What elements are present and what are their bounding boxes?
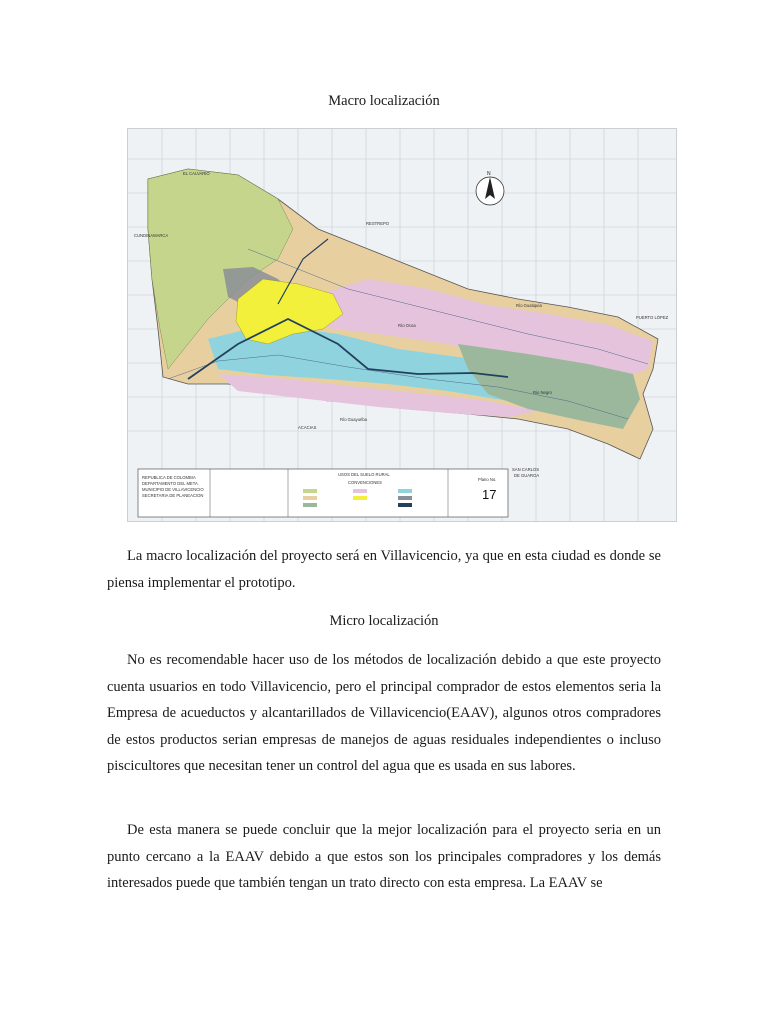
label-el-calvario: EL CALVARIO bbox=[183, 171, 210, 176]
micro-location-title: Micro localización bbox=[329, 613, 439, 629]
label-cundinamarca: CUNDINAMARCA bbox=[134, 233, 169, 238]
paragraph-conclusion bbox=[107, 817, 661, 897]
label-restrepo: RESTREPO bbox=[366, 221, 390, 226]
legend-republic: REPUBLICA DE COLOMBIA bbox=[142, 475, 196, 480]
paragraph-macro bbox=[107, 543, 661, 596]
legend-block bbox=[138, 469, 508, 517]
label-puerto-lopez: PUERTO LÓPEZ bbox=[636, 315, 669, 320]
legend-plan-number: 17 bbox=[482, 487, 497, 502]
label-de-guaroa: DE GUAROA bbox=[514, 473, 540, 478]
legend-plan-label: Plano No. bbox=[478, 477, 497, 482]
label-rio-ocoa: Río Ocoa bbox=[398, 323, 416, 328]
legend-municipality: MUNICIPIO DE VILLAVICENCIO bbox=[142, 487, 204, 492]
label-rio-guayuriba: Río Guayuriba bbox=[340, 417, 367, 422]
paragraph-micro bbox=[107, 647, 661, 780]
land-use-map bbox=[127, 128, 677, 522]
macro-location-title: Macro localización bbox=[328, 93, 440, 109]
legend-conventions: CONVENCIONES bbox=[348, 480, 382, 485]
north-arrow-icon bbox=[476, 171, 504, 205]
label-rio-negro: Rio Negro bbox=[533, 390, 552, 395]
paragraph-conclusion-text: De esta manera se puede concluir que la mejor localización para el proyecto seria en un punto cercano a la EAAV debido a que estos son los principales compradores y los demás interesados puede que también tengan un trato directo con esta empresa. La EAAV se bbox=[107, 822, 661, 892]
legend-use-title: USOS DEL SUELO RURAL bbox=[338, 472, 390, 477]
north-label: N bbox=[487, 171, 491, 177]
legend-department: DEPARTAMENTO DEL META bbox=[142, 481, 198, 486]
map-graphic bbox=[128, 129, 676, 521]
paragraph-macro-text: La macro localización del proyecto será en Villavicencio, ya que en esta ciudad es donde se piensa implementar el prototipo. bbox=[107, 548, 661, 591]
legend-secretary: SECRETARIA DE PLANEACION bbox=[142, 493, 204, 498]
label-san-carlos: SAN CARLOS bbox=[512, 467, 539, 472]
label-rio-guatiquia: Río Guatiquía bbox=[516, 303, 542, 308]
label-acacias: ACACIAS bbox=[298, 425, 317, 430]
paragraph-micro-text: No es recomendable hacer uso de los métodos de localización debido a que este proyecto cuenta usuarios en todo Villavicencio, pero el principal comprador de estos elementos seria la Empresa de acueductos y alcantarillados de Villavicencio(EAAV), algunos otros compradores de estos productos serian empresas de manejos de aguas residuales independientes o incluso piscicultores que necesitan tener un control del agua que es usada en sus labores. bbox=[107, 652, 661, 775]
